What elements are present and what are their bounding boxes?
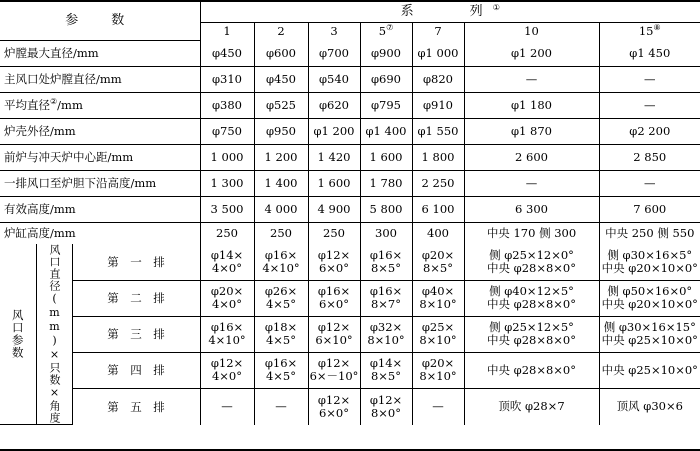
- parameter-value: 400: [412, 222, 464, 244]
- series-number: 7: [434, 24, 442, 39]
- parameter-value: 5 800: [360, 196, 412, 222]
- parameter-value: φ1 200: [464, 40, 599, 66]
- tuyere-row-name: 第 五 排: [107, 399, 165, 414]
- parameter-value: 3 500: [200, 196, 254, 222]
- parameter-label: [0, 66, 200, 92]
- parameter-value: 1 420: [308, 144, 360, 170]
- parameter-note: ②: [50, 97, 58, 107]
- series-header-label: 系 列: [400, 4, 493, 20]
- tuyere-value: [254, 352, 308, 388]
- tuyere-row: [0, 316, 700, 352]
- tuyere-value: [360, 316, 412, 352]
- tuyere-value: [200, 388, 254, 424]
- tuyere-value-line: φ40×: [421, 284, 455, 299]
- tuyere-value: [200, 352, 254, 388]
- tuyere-value-line: φ25×: [421, 320, 455, 335]
- tuyere-value: [200, 280, 254, 316]
- parameter-label: [0, 170, 200, 196]
- tuyere-value-line: —: [275, 399, 287, 414]
- tuyere-value-line: 顶吹 φ28×7: [498, 399, 565, 414]
- tuyere-value-line: 8×7°: [370, 297, 402, 312]
- parameter-value: 300: [360, 222, 412, 244]
- parameter-row: [0, 40, 700, 66]
- tuyere-sub-text: 风口直径(mm)×只数×角度: [48, 244, 61, 424]
- parameter-value: 4 900: [308, 196, 360, 222]
- tuyere-value-line: 中央 φ28×8×0°: [487, 297, 576, 312]
- tuyere-value: [360, 388, 412, 424]
- tuyere-value-line: 8×5°: [370, 260, 402, 275]
- tuyere-row-name: 第 二 排: [107, 291, 165, 306]
- tuyere-value: [308, 280, 360, 316]
- series-number-note: ⑧: [653, 23, 661, 33]
- tuyere-row-label: [72, 316, 200, 352]
- tuyere-value-line: 4×5°: [265, 333, 297, 348]
- parameter-name: 炉膛最大直径/mm: [4, 46, 99, 60]
- parameter-value: φ690: [360, 66, 412, 92]
- tuyere-value: [360, 244, 412, 280]
- tuyere-value-line: 8×5°: [422, 260, 454, 275]
- parameter-value: 1 800: [412, 144, 464, 170]
- tuyere-value-line: 8×5°: [370, 369, 402, 384]
- parameter-value: φ1 400: [360, 118, 412, 144]
- parameter-value: 2 850: [599, 144, 700, 170]
- tuyere-value-line: 4×10°: [208, 333, 246, 348]
- tuyere-value: [254, 244, 308, 280]
- parameter-value: φ2 200: [599, 118, 700, 144]
- tuyere-value-line: 8×10°: [419, 333, 457, 348]
- parameter-row: [0, 196, 700, 222]
- parameter-value: φ620: [308, 92, 360, 118]
- tuyere-value-line: 6×0°: [318, 260, 350, 275]
- tuyere-value: [464, 352, 599, 388]
- tuyere-value-line: φ12×: [210, 356, 244, 371]
- tuyere-value-line: φ16×: [317, 284, 351, 299]
- cupola-parameter-table: [0, 2, 700, 425]
- tuyere-value: [360, 352, 412, 388]
- tuyere-value-line: 中央 φ20×10×0°: [601, 297, 698, 312]
- tuyere-value-line: 8×10°: [367, 333, 405, 348]
- parameter-row: [0, 92, 700, 118]
- parameter-value: 1 300: [200, 170, 254, 196]
- tuyere-value: [308, 352, 360, 388]
- parameter-value: 250: [200, 222, 254, 244]
- tuyere-value-line: 侧 φ30×16×15°: [603, 320, 696, 335]
- parameter-name: 炉缸高度/mm: [4, 226, 76, 241]
- tuyere-value-line: 4×5°: [265, 369, 297, 384]
- parameter-value: 中央 250 侧 550: [599, 222, 700, 244]
- tuyere-value: [464, 280, 599, 316]
- parameter-value: φ950: [254, 118, 308, 144]
- parameter-label: [0, 144, 200, 170]
- parameter-value: 1 000: [200, 144, 254, 170]
- tuyere-value-line: 6×10°: [315, 333, 353, 348]
- tuyere-group-label: [0, 244, 36, 425]
- tuyere-value-line: 8×10°: [419, 297, 457, 312]
- parameter-value: φ1 200: [308, 118, 360, 144]
- tuyere-value-line: 中央 φ28×8×0°: [487, 260, 576, 275]
- tuyere-value: [308, 244, 360, 280]
- tuyere-value-line: φ14×: [369, 356, 403, 371]
- tuyere-value-line: φ12×: [317, 320, 351, 335]
- parameter-value: φ525: [254, 92, 308, 118]
- series-header-note: ①: [492, 3, 500, 13]
- tuyere-value-line: φ12×: [317, 247, 351, 262]
- parameter-value: —: [599, 66, 700, 92]
- parameter-value: φ310: [200, 66, 254, 92]
- parameter-value: 1 600: [360, 144, 412, 170]
- series-column-header: [308, 22, 360, 40]
- tuyere-value-line: 6×－10°: [309, 369, 359, 384]
- parameter-value: 250: [308, 222, 360, 244]
- parameter-name: 前炉与冲天炉中心距/mm: [4, 150, 134, 164]
- parameter-label: [0, 92, 200, 118]
- series-column-header: [412, 22, 464, 40]
- tuyere-rows: [0, 244, 700, 425]
- series-column-header: [360, 22, 412, 40]
- parameter-value: φ700: [308, 40, 360, 66]
- parameter-row: [0, 66, 700, 92]
- tuyere-value-line: φ12×: [317, 356, 351, 371]
- tuyere-value-line: φ16×: [369, 284, 403, 299]
- series-number: 5: [378, 24, 387, 39]
- tuyere-value: [599, 244, 700, 280]
- tuyere-row: [0, 280, 700, 316]
- series-header: [200, 2, 700, 22]
- parameter-value: 1 200: [254, 144, 308, 170]
- tuyere-value-line: 8×10°: [419, 369, 457, 384]
- parameter-row: [0, 144, 700, 170]
- tuyere-value: [464, 316, 599, 352]
- tuyere-value: [412, 352, 464, 388]
- parameter-value: φ450: [254, 66, 308, 92]
- tuyere-value-line: φ12×: [317, 392, 351, 407]
- tuyere-value: [599, 388, 700, 424]
- parameter-name: 平均直径: [4, 98, 50, 112]
- parameter-label: [0, 222, 200, 244]
- parameter-value: 2 600: [464, 144, 599, 170]
- parameter-name: 主风口处炉膛直径/mm: [4, 72, 122, 86]
- parameter-row: [0, 118, 700, 144]
- parameter-name: 有效高度/mm: [4, 202, 76, 216]
- tuyere-value: [599, 280, 700, 316]
- tuyere-value-line: φ16×: [264, 356, 298, 371]
- parameter-unit: /mm: [57, 98, 83, 112]
- tuyere-value-line: 4×0°: [211, 260, 243, 275]
- tuyere-value-line: 6×0°: [318, 405, 350, 420]
- series-column-header: [464, 22, 599, 40]
- tuyere-value-line: 侧 φ40×12×5°: [489, 284, 574, 299]
- parameter-value: φ600: [254, 40, 308, 66]
- tuyere-value-line: 4×0°: [211, 297, 243, 312]
- tuyere-value-line: 6×0°: [318, 297, 350, 312]
- parameter-value: φ795: [360, 92, 412, 118]
- series-column-header: [254, 22, 308, 40]
- tuyere-value-line: 侧 φ25×12×0°: [489, 247, 574, 262]
- series-column-header: [200, 22, 254, 40]
- tuyere-value: [412, 316, 464, 352]
- tuyere-value-line: 4×10°: [262, 260, 300, 275]
- tuyere-group-text: 风口参数: [10, 309, 25, 359]
- tuyere-value: [412, 280, 464, 316]
- tuyere-value-line: φ20×: [210, 284, 244, 299]
- tuyere-value-line: 4×0°: [211, 369, 243, 384]
- tuyere-value: [308, 316, 360, 352]
- parameter-value: φ450: [200, 40, 254, 66]
- series-number: 2: [277, 24, 285, 39]
- tuyere-value: [599, 352, 700, 388]
- tuyere-value: [412, 244, 464, 280]
- parameter-value: φ1 180: [464, 92, 599, 118]
- parameter-label: [0, 196, 200, 222]
- parameter-value: 250: [254, 222, 308, 244]
- tuyere-value: [599, 316, 700, 352]
- parameter-value: 4 000: [254, 196, 308, 222]
- series-number: 10: [524, 24, 539, 39]
- tuyere-value: [254, 280, 308, 316]
- tuyere-value-line: 4×5°: [265, 297, 297, 312]
- parameter-value: φ380: [200, 92, 254, 118]
- parameter-value: 6 300: [464, 196, 599, 222]
- parameter-value: φ1 000: [412, 40, 464, 66]
- tuyere-value: [308, 388, 360, 424]
- tuyere-row: [0, 352, 700, 388]
- series-number: 3: [330, 24, 338, 39]
- parameter-value: φ900: [360, 40, 412, 66]
- parameter-label: [0, 118, 200, 144]
- tuyere-value: [464, 388, 599, 424]
- tuyere-value-line: 中央 φ20×10×0°: [601, 260, 698, 275]
- parameter-value: 1 600: [308, 170, 360, 196]
- tuyere-sub-label: [36, 244, 72, 425]
- tuyere-value-line: φ26×: [264, 284, 298, 299]
- tuyere-value: [254, 388, 308, 424]
- tuyere-row-name: 第 一 排: [107, 254, 165, 269]
- tuyere-row-name: 第 四 排: [107, 363, 165, 378]
- parameter-value: φ1 550: [412, 118, 464, 144]
- parameter-value: —: [464, 66, 599, 92]
- tuyere-value: [254, 316, 308, 352]
- series-number: 15: [638, 24, 654, 39]
- parameter-label: [0, 40, 200, 66]
- parameter-value: φ910: [412, 92, 464, 118]
- parameter-value: 7 600: [599, 196, 700, 222]
- tuyere-value: [200, 244, 254, 280]
- tuyere-value-line: 中央 φ28×8×0°: [487, 362, 576, 377]
- tuyere-row: [0, 244, 700, 280]
- param-header: 参 数: [0, 2, 200, 40]
- parameter-value: 6 100: [412, 196, 464, 222]
- tuyere-value-line: φ14×: [210, 247, 244, 262]
- parameter-value: —: [599, 170, 700, 196]
- tuyere-row-label: [72, 280, 200, 316]
- tuyere-row-label: [72, 352, 200, 388]
- tuyere-row-label: [72, 388, 200, 424]
- tuyere-value: [200, 316, 254, 352]
- series-number: 1: [223, 24, 231, 39]
- tuyere-value-line: φ16×: [369, 247, 403, 262]
- tuyere-value-line: 顶风 φ30×6: [616, 399, 683, 414]
- tuyere-value-line: 中央 φ28×8×0°: [487, 333, 576, 348]
- parameter-value: φ1 450: [599, 40, 700, 66]
- tuyere-value-line: —: [432, 399, 444, 414]
- tuyere-value-line: φ18×: [264, 320, 298, 335]
- parameter-value: 1 780: [360, 170, 412, 196]
- header-row: [0, 2, 700, 22]
- tuyere-value-line: φ20×: [421, 356, 455, 371]
- parameter-value: —: [464, 170, 599, 196]
- tuyere-value-line: φ12×: [369, 392, 403, 407]
- tuyere-row-label: [72, 244, 200, 280]
- parameter-value: —: [599, 92, 700, 118]
- tuyere-value-line: φ16×: [264, 247, 298, 262]
- parameter-name: 一排风口至炉胆下沿高度/mm: [4, 176, 157, 190]
- series-number-note: ⑦: [386, 23, 394, 33]
- parameter-name: 炉壳外径/mm: [4, 124, 76, 138]
- parameter-value: 1 400: [254, 170, 308, 196]
- tuyere-row-name: 第 三 排: [107, 327, 165, 342]
- tuyere-value-line: φ20×: [421, 247, 455, 262]
- simple-rows: [0, 40, 700, 244]
- parameter-row: [0, 170, 700, 196]
- tuyere-value-line: 中央 φ25×10×0°: [601, 362, 698, 377]
- parameter-row: [0, 222, 700, 244]
- tuyere-value: [412, 388, 464, 424]
- tuyere-value-line: 侧 φ50×16×0°: [607, 284, 693, 299]
- tuyere-row: [0, 388, 700, 424]
- tuyere-value-line: 8×0°: [370, 405, 402, 420]
- tuyere-value-line: 侧 φ30×16×5°: [607, 247, 693, 262]
- tuyere-value-line: 侧 φ25×12×5°: [489, 320, 574, 335]
- parameter-value: 2 250: [412, 170, 464, 196]
- series-column-header: [599, 22, 700, 40]
- tuyere-value-line: 中央 φ25×10×0°: [601, 333, 698, 348]
- parameter-value: 中央 170 侧 300: [464, 222, 599, 244]
- parameter-value: φ750: [200, 118, 254, 144]
- parameter-value: φ540: [308, 66, 360, 92]
- tuyere-value-line: φ16×: [210, 320, 244, 335]
- tuyere-value-line: —: [221, 399, 233, 414]
- parameter-value: φ1 870: [464, 118, 599, 144]
- tuyere-value-line: φ32×: [369, 320, 403, 335]
- tuyere-value: [464, 244, 599, 280]
- tuyere-value: [360, 280, 412, 316]
- parameter-value: φ820: [412, 66, 464, 92]
